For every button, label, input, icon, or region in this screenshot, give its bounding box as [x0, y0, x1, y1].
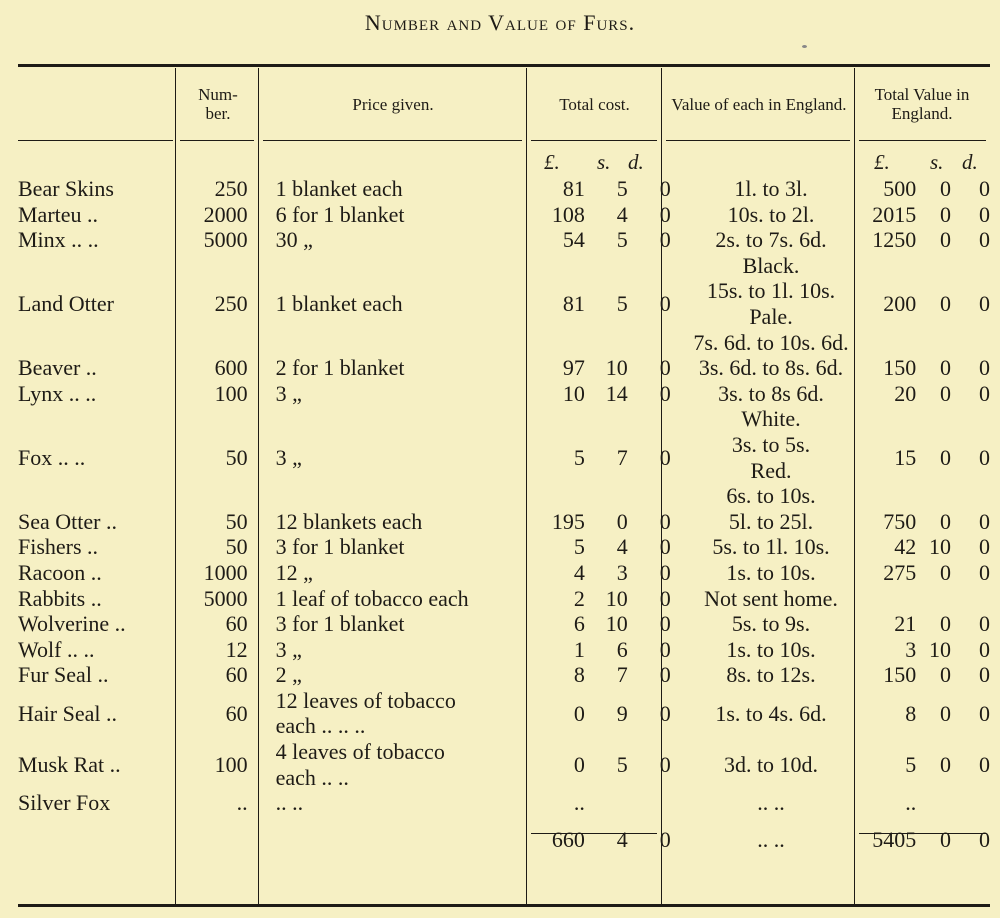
- fur-name: Sea Otter ..: [18, 508, 117, 534]
- header-underline: [263, 140, 522, 141]
- value-each: [671, 406, 872, 508]
- total-value-pounds: 150: [883, 355, 917, 381]
- price-given: [264, 688, 538, 739]
- total-value-shillings: [916, 790, 951, 816]
- cost-pounds: 1: [573, 636, 585, 662]
- cost-pounds: 108: [551, 201, 585, 227]
- value-each-line: 7s. 6d. to 10s. 6d.: [693, 329, 849, 355]
- total-value-pounds: 5405: [872, 826, 917, 852]
- value-each: 2s. to 7s. 6d.: [715, 227, 827, 253]
- total-value-each: .. ..: [757, 826, 785, 852]
- fur-number: 12: [225, 636, 248, 662]
- cost-shillings: 5: [616, 176, 628, 201]
- fur-number: 50: [225, 508, 248, 534]
- cost-pounds: 5: [573, 534, 585, 560]
- value-each: 3s. 6d. to 8s. 6d.: [698, 355, 844, 381]
- cost-pence: 0: [659, 355, 671, 381]
- total-value-pence: 0: [979, 176, 990, 201]
- header-underline: [531, 140, 657, 141]
- cost-pence: [628, 790, 671, 816]
- total-value-shillings: 0: [940, 176, 952, 201]
- value-each: 5s. to 1l. 10s.: [712, 534, 830, 560]
- total-value-pence: [951, 790, 990, 816]
- price-given: 3 „: [275, 636, 302, 662]
- table-row: [14, 406, 990, 508]
- unit-pounds: £.: [874, 150, 890, 174]
- header-number-text: Num-ber.: [198, 85, 238, 123]
- total-value-pence: 0: [979, 636, 990, 662]
- cost-pence: 0: [659, 585, 671, 611]
- table-row: [14, 560, 990, 586]
- value-each: 5l. to 25l.: [728, 508, 814, 534]
- cost-pounds: 2: [573, 585, 585, 611]
- fur-name: Lynx .. ..: [18, 380, 97, 406]
- table-row: [14, 688, 990, 739]
- price-given: 6 for 1 blanket: [275, 201, 405, 227]
- price-given-line: 4 leaves of tobacco: [275, 739, 445, 765]
- total-cost-pence: 0: [659, 826, 671, 852]
- cost-pounds: 0: [573, 700, 585, 726]
- cost-pence: 0: [659, 291, 671, 317]
- total-value-pence: 0: [979, 508, 990, 534]
- furs-table: [14, 176, 990, 864]
- fur-name: Fur Seal ..: [18, 662, 109, 688]
- fur-number: 60: [225, 611, 248, 637]
- cost-pounds: 6: [573, 611, 585, 637]
- total-value-shillings: [916, 586, 951, 612]
- table-row: [14, 534, 990, 560]
- total-value-shillings: 0: [940, 559, 952, 585]
- table-row: [14, 253, 990, 355]
- cost-pence: 0: [659, 227, 671, 253]
- cost-pence: 0: [659, 444, 671, 470]
- fur-name: Fishers ..: [18, 534, 99, 560]
- total-value-shillings: 0: [940, 291, 952, 317]
- total-value-pence: 0: [979, 355, 990, 381]
- bottom-rule: [18, 904, 990, 907]
- cost-shillings: 5: [616, 751, 628, 777]
- total-value-pounds: 15: [894, 444, 917, 470]
- total-value-pence: 0: [979, 534, 990, 560]
- cost-pounds: 81: [562, 176, 585, 201]
- cost-pounds: ..: [573, 790, 585, 816]
- cost-pence: 0: [659, 611, 671, 637]
- fur-number: 250: [214, 291, 248, 317]
- total-value-shillings: 10: [929, 534, 952, 560]
- price-given-line: each .. .. ..: [275, 713, 366, 739]
- total-value-shillings: 0: [940, 700, 952, 726]
- cost-pounds: 10: [562, 380, 585, 406]
- cost-pence: 0: [659, 559, 671, 585]
- header-value-each: Value of each in England.: [671, 94, 847, 114]
- table-row: [14, 381, 990, 407]
- fur-name: Wolverine ..: [18, 611, 126, 637]
- fur-number: 600: [214, 355, 248, 381]
- table-row: [14, 176, 990, 202]
- total-cost-shillings: 4: [616, 826, 628, 852]
- price-given: [264, 739, 538, 790]
- table-row: [14, 202, 990, 228]
- total-value-pence: 0: [979, 611, 990, 637]
- value-each: 10s. to 2l.: [727, 201, 815, 227]
- table-row: [14, 611, 990, 637]
- fur-name: Rabbits ..: [18, 585, 102, 611]
- value-each: 1s. to 4s. 6d.: [715, 700, 827, 726]
- unit-shillings: s.: [930, 150, 944, 174]
- total-value-pounds: 21: [894, 611, 917, 637]
- cost-pounds: 8: [573, 662, 585, 688]
- fur-name: Beaver ..: [18, 355, 97, 381]
- cost-pence: 0: [659, 534, 671, 560]
- cost-shillings: 6: [616, 636, 628, 662]
- total-value-pounds: 2015: [872, 201, 917, 227]
- cost-shillings: 14: [605, 380, 628, 406]
- table-row: [14, 509, 990, 535]
- total-value-shillings: 0: [940, 380, 952, 406]
- value-each: [671, 253, 872, 355]
- value-each: 1s. to 10s.: [726, 559, 816, 585]
- cost-shillings: [585, 790, 628, 816]
- fur-name: Silver Fox: [18, 790, 111, 816]
- total-value-pence: 0: [979, 826, 990, 852]
- value-each-line: Black.: [742, 252, 800, 278]
- total-value-pence: [951, 586, 990, 612]
- price-given: .. ..: [275, 790, 304, 816]
- price-given-line: 12 leaves of tobacco: [275, 687, 456, 713]
- fur-name: Hair Seal ..: [18, 700, 117, 726]
- total-value-pounds: 1250: [872, 227, 917, 253]
- table-row: [14, 739, 990, 790]
- fur-number: 100: [214, 751, 248, 777]
- cost-pounds: 54: [562, 227, 585, 253]
- total-value-shillings: 0: [940, 751, 952, 777]
- price-given: 1 blanket each: [275, 291, 403, 317]
- value-each-line: Red.: [750, 457, 792, 483]
- price-given: 1 blanket each: [275, 176, 403, 201]
- total-value-pence: 0: [979, 380, 990, 406]
- total-value-shillings: 0: [940, 355, 952, 381]
- totals-row: [14, 816, 990, 864]
- total-value-pence: 0: [979, 201, 990, 227]
- fur-number: 2000: [203, 201, 248, 227]
- total-value-pence: 0: [979, 751, 990, 777]
- cost-pounds: 4: [573, 559, 585, 585]
- cost-pounds: 0: [573, 751, 585, 777]
- total-value-pounds: [871, 586, 916, 612]
- totals-price: [264, 816, 538, 864]
- header-total-cost: Total cost.: [559, 94, 630, 114]
- total-value-pence: 0: [979, 444, 990, 470]
- cost-shillings: 9: [616, 700, 628, 726]
- total-value-pounds: 275: [883, 559, 917, 585]
- price-given: 2 for 1 blanket: [275, 355, 405, 381]
- total-value-shillings: 0: [940, 201, 952, 227]
- fur-number: 50: [225, 444, 248, 470]
- totals-label: [14, 816, 180, 864]
- header-total-value: Total Value in England.: [874, 85, 970, 123]
- cost-pounds: 195: [551, 508, 585, 534]
- total-value-shillings: 0: [940, 662, 952, 688]
- unit-pence: d.: [962, 150, 978, 174]
- cost-shillings: 3: [616, 559, 628, 585]
- total-value-pence: 0: [979, 559, 990, 585]
- header-price: Price given.: [352, 94, 434, 114]
- cost-shillings: 7: [616, 662, 628, 688]
- table-row: [14, 586, 990, 612]
- fur-number: 1000: [203, 559, 248, 585]
- table-row: [14, 227, 990, 253]
- cost-shillings: 10: [605, 355, 628, 381]
- table-row: [14, 355, 990, 381]
- header-underline: [180, 140, 254, 141]
- value-each: Not sent home.: [704, 585, 838, 611]
- price-given: 1 leaf of tobacco each: [275, 585, 469, 611]
- fur-number: 60: [225, 662, 248, 688]
- fur-name: Marteu ..: [18, 201, 99, 227]
- total-value-shillings: 10: [929, 636, 952, 662]
- fur-name: Fox .. ..: [18, 444, 86, 470]
- total-value-pounds: 150: [883, 662, 917, 688]
- fur-name: Racoon ..: [18, 559, 102, 585]
- fur-name: Musk Rat ..: [18, 751, 121, 777]
- price-given: 2 „: [275, 662, 302, 688]
- cost-pence: 0: [659, 662, 671, 688]
- fur-name: Minx .. ..: [18, 227, 99, 253]
- fur-name: Bear Skins: [18, 176, 114, 201]
- total-value-pounds: ..: [905, 790, 917, 816]
- total-value-pounds: 20: [894, 380, 917, 406]
- header-underline: [859, 140, 986, 141]
- total-value-pounds: 750: [883, 508, 917, 534]
- value-each: 3s. to 8s 6d.: [718, 380, 824, 406]
- cost-shillings: 5: [616, 291, 628, 317]
- cost-pence: 0: [659, 201, 671, 227]
- total-value-pounds: 5: [905, 751, 917, 777]
- fur-number: 60: [225, 700, 248, 726]
- price-given: 3 for 1 blanket: [275, 534, 405, 560]
- total-value-pounds: 3: [905, 636, 917, 662]
- fur-name: Wolf .. ..: [18, 636, 95, 662]
- cost-pence: 0: [659, 751, 671, 777]
- header-number: [190, 70, 246, 138]
- cost-shillings: 10: [605, 611, 628, 637]
- cost-shillings: 4: [616, 201, 628, 227]
- cost-shillings: 7: [616, 444, 628, 470]
- total-value-shillings: 0: [940, 227, 952, 253]
- value-each: 1s. to 10s.: [726, 636, 816, 662]
- total-value-pounds: 42: [894, 534, 917, 560]
- total-value-shillings: 0: [940, 826, 952, 852]
- fur-number: 5000: [203, 227, 248, 253]
- value-each: .. ..: [757, 790, 785, 816]
- total-value-pounds: 500: [883, 176, 917, 201]
- value-each-line: White.: [741, 406, 801, 432]
- price-given: 3 for 1 blanket: [275, 611, 405, 637]
- price-given: 30 „: [275, 227, 313, 253]
- fur-number: 50: [225, 534, 248, 560]
- total-value-pence: 0: [979, 700, 990, 726]
- total-value-pence: 0: [979, 291, 990, 317]
- value-each: 3d. to 10d.: [723, 751, 819, 777]
- price-given: 3 „: [275, 444, 302, 470]
- fur-number: ..: [236, 790, 248, 816]
- cost-shillings: 4: [616, 534, 628, 560]
- unit-pounds: £.: [544, 150, 560, 174]
- table-title: Number and Value of Furs.: [364, 10, 636, 35]
- cost-shillings: 5: [616, 227, 628, 253]
- table-row: [14, 662, 990, 688]
- value-each: 5s. to 9s.: [731, 611, 811, 637]
- table-row: [14, 637, 990, 663]
- table-row: [14, 790, 990, 816]
- fur-name: Land Otter: [18, 291, 114, 317]
- total-value-shillings: 0: [940, 508, 952, 534]
- cost-pence: 0: [659, 176, 671, 201]
- value-each: 8s. to 12s.: [726, 662, 816, 688]
- unit-pence: d.: [628, 150, 644, 174]
- fur-number: 5000: [203, 585, 248, 611]
- cost-pence: 0: [659, 700, 671, 726]
- price-given: 3 „: [275, 380, 302, 406]
- value-each-line: 3s. to 5s.: [731, 431, 811, 457]
- cost-shillings: 0: [616, 508, 628, 534]
- total-value-shillings: 0: [940, 444, 952, 470]
- total-value-pounds: 8: [905, 700, 917, 726]
- header-underline: [666, 140, 850, 141]
- value-each-line: 15s. to 1l. 10s.: [706, 278, 836, 304]
- cost-pence: 0: [659, 636, 671, 662]
- total-value-pence: 0: [979, 662, 990, 688]
- header-underline: [18, 140, 173, 141]
- value-each-line: Pale.: [749, 303, 793, 329]
- cost-pounds: 5: [573, 444, 585, 470]
- price-given-line: each .. ..: [275, 764, 349, 790]
- price-given: 12 blankets each: [275, 508, 423, 534]
- fur-number: 100: [214, 380, 248, 406]
- fur-number: 250: [214, 176, 248, 201]
- total-value-pounds: 200: [883, 291, 917, 317]
- top-rule: [18, 64, 990, 67]
- cost-pounds: 81: [562, 291, 585, 317]
- cost-pence: 0: [659, 380, 671, 406]
- price-given: 12 „: [275, 559, 313, 585]
- total-value-pence: 0: [979, 227, 990, 253]
- cost-pounds: 97: [562, 355, 585, 381]
- unit-shillings: s.: [597, 150, 611, 174]
- cost-pence: 0: [659, 508, 671, 534]
- total-cost-pounds: 660: [551, 826, 585, 852]
- cost-shillings: 10: [605, 585, 628, 611]
- ink-speck: [802, 45, 807, 48]
- total-value-shillings: 0: [940, 611, 952, 637]
- value-each: 1l. to 3l.: [734, 176, 808, 201]
- value-each-line: 6s. to 10s.: [726, 483, 816, 509]
- totals-number: [180, 816, 264, 864]
